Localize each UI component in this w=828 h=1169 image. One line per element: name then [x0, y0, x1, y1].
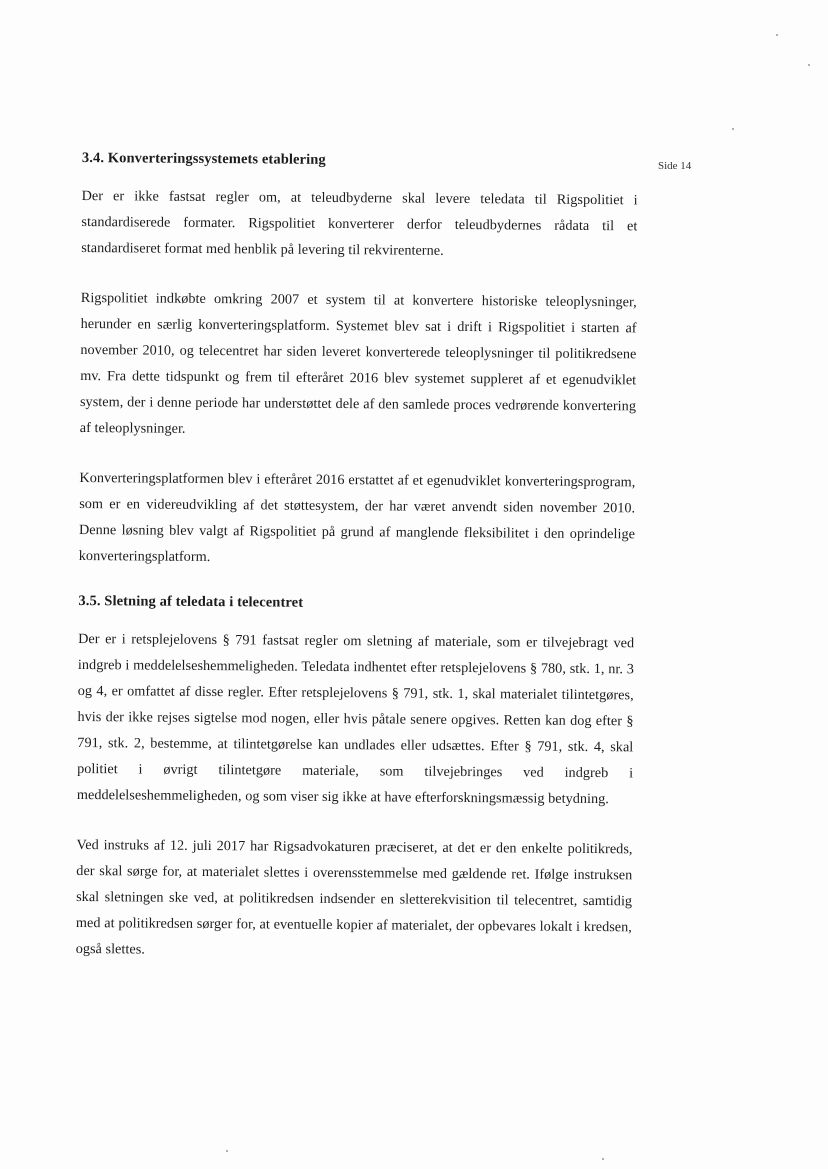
paragraph: Rigspolitiet indkøbte omkring 2007 et system til at konvertere historiske teleoplysninger, herunder en særlig konverteringsplatform. Systemet blev sat i drift i Rigspolitiet i starten af november 2010, og telecentret har siden leveret konverterede teleoplysninger til politikredsene mv. Fra dette tidspunkt og frem til efteråret 2016 blev systemet suppleret af et egenudviklet system, der i denne periode har understøttet dele af den samlede proces vedrørende konvertering af teleoplysninger. — [79, 289, 637, 437]
scan-speck — [226, 1150, 228, 1152]
section-heading: 3.5. Sletning af teledata i telecentret — [78, 592, 304, 611]
paragraph: Der er ikke fastsat regler om, at teleudbyderne skal levere teledata til Rigspolitiet i standardiserede formater. Rigspolitiet konverterer derfor teleudbydernes rådata til et standardiseret format med henblik på levering til rekvirenterne. — [81, 187, 638, 259]
scan-speck — [776, 34, 778, 36]
paragraph: Ved instruks af 12. juli 2017 har Rigsadvokaturen præciseret, at det er den enkelte politikreds, der skal sørge for, at materialet slettes i overensstemmelse med gældende ret. Ifølge instruksen skal sletningen ske ved, at politikredsen indsender en sletterekvisition til telecentret, samtidig med at politikredsen sørger for, at eventuelle kopier af materialet, der opbevares lokalt i kredsen, også slettes. — [75, 836, 633, 958]
paragraph: Konverteringsplatformen blev i efteråret 2016 erstattet af et egenudviklet konverteringsprogram, som er en videreudvikling af det støttesystem, der har været anvendt siden november 2010. Denne løsning blev valgt af Rigspolitiet på grund af manglende fleksibilitet i den oprindelige konverteringsplatform. — [78, 469, 636, 566]
scan-speck — [602, 1158, 604, 1160]
section-konverteringssystem — [79, 150, 638, 573]
section-heading: 3.4. Konverteringssystemets etablering — [81, 150, 326, 168]
scan-speck — [808, 64, 810, 66]
section-sletning — [76, 593, 635, 966]
paragraph: Der er i retsplejelovens § 791 fastsat regler om sletning af materiale, som er tilvejebragt ved indgreb i meddelelseshemmeligheden. Teledata indhentet efter retsplejelovens § 780, stk. 1, nr. 3 og 4, er omfattet af disse regler. Efter retsplejelovens § 791, stk. 1, skal materialet tilintetgøres, hvis der ikke rejses sigtelse mod nogen, eller hvis påtale senere opgives. Retten kan dog efter § 791, stk. 2, bestemme, at tilintetgørelse kan undlades eller udsættes. Efter § 791, stk. 4, skal politiet i øvrigt tilintetgøre materiale, som tilvejebringes ved indgreb i meddelelseshemmeligheden, og som viser sig ikke at have efterforskningsmæssig betydning. — [76, 630, 635, 808]
document-body — [75, 150, 638, 990]
scan-speck — [732, 128, 734, 130]
page-number: Side 14 — [658, 160, 692, 172]
